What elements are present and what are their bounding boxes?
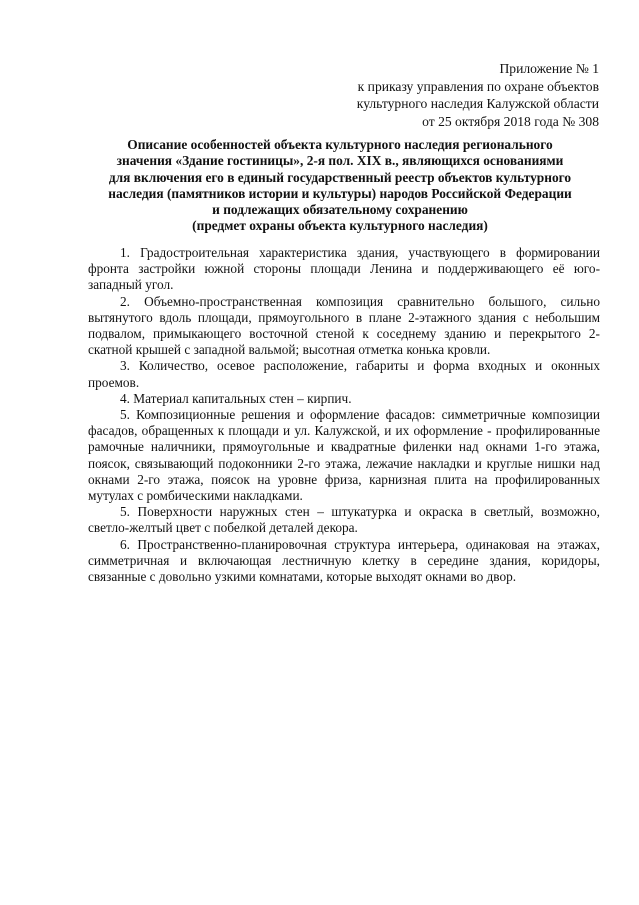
title-line: и подлежащих обязательному сохранению	[212, 202, 468, 218]
paragraph: 6. Пространственно-планировочная структура интерьера, одинаковая на этажах, симметричная и включающая лестничную клетку в середине здания, коридоры, связанные с довольно узкими комнатами, которые выходят окнами во двор.	[88, 536, 600, 585]
title-line: наследия (памятников истории и культуры) народов Российской Федерации	[108, 185, 572, 201]
appendix-line: культурного наследия Калужской области	[356, 96, 599, 111]
paragraph: 2. Объемно-пространственная композиция сравнительно большого, сильно вытянутого вдоль площади, прямоугольного в плане 2-этажного здания с небольшим подвалом, примыкающего восточной стеной к соседнему зданию и перекрытого 2-скатной крышей с западной вальмой; высотная отметка конька кровли.	[88, 293, 600, 358]
appendix-header	[279, 60, 599, 130]
appendix-line: Приложение № 1	[499, 61, 599, 76]
appendix-line: к приказу управления по охране объектов	[357, 78, 599, 94]
paragraph: 4. Материал капитальных стен – кирпич.	[120, 390, 352, 406]
title-line: Описание особенностей объекта культурного наследия регионального	[127, 137, 553, 152]
appendix-line: от 25 октября 2018 года № 308	[422, 113, 599, 129]
paragraph: 1. Градостроительная характеристика здания, участвующего в формировании фронта застройки южной стороны площади Ленина и поддерживающего её юго-западный угол.	[88, 245, 600, 293]
paragraph: 5. Композиционные решения и оформление фасадов: симметричные композиции фасадов, обращенных к площади и ул. Калужской, и их оформление - профилированные рамочные наличники, прямоугольные и квадратные филенки над окнами 1-го этажа, поясок, связывающий подоконники 2-го этажа, лежачие накладки и круглые нишки над окнами 2-го этажа, поясок на уровне фриза, карнизная плита на профилированных мутулах с ромбическими накладками.	[88, 407, 600, 504]
title-line: (предмет охраны объекта культурного наследия)	[192, 218, 488, 234]
title-line: для включения его в единый государственный реестр объектов культурного	[108, 169, 572, 185]
paragraph: 3. Количество, осевое расположение, габариты и форма входных и оконных проемов.	[88, 358, 600, 390]
document-body	[88, 245, 600, 585]
paragraph: 5. Поверхности наружных стен – штукатурка и окраска в светлый, возможно, светло-желтый цвет с побелкой деталей декора.	[88, 504, 600, 536]
document-title	[70, 137, 610, 235]
title-line: значения «Здание гостиницы», 2-я пол. XIX в., являющихся основаниями	[116, 153, 564, 169]
